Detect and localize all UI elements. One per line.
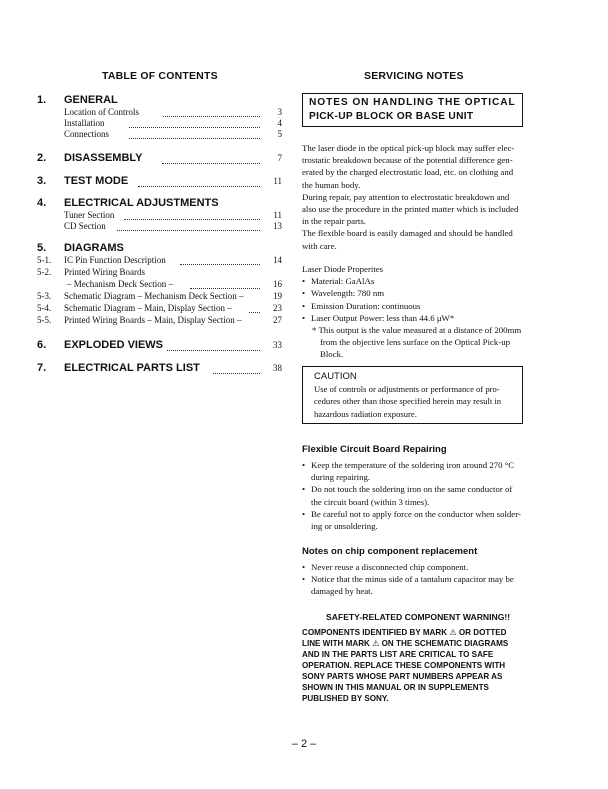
- laser-item: • Laser Output Power: less than 44.6 μW*: [302, 312, 532, 324]
- section-title: DIAGRAMS: [64, 242, 124, 254]
- caution-line: hazardous radiation exposure.: [314, 408, 417, 419]
- leader-dots: [180, 264, 260, 265]
- entry-title: Printed Wiring Boards – Main, Display Section –: [64, 315, 242, 325]
- section-number: 2.: [37, 152, 47, 164]
- entry-title: Schematic Diagram – Main, Display Section –: [64, 303, 232, 313]
- section-page: 11: [273, 176, 282, 186]
- chip-item-line: • Notice that the minus side of a tantalum capacitor may be: [302, 573, 532, 585]
- section-title: TEST MODE: [64, 175, 129, 187]
- flex-list: [302, 459, 532, 532]
- page-number: – 2 –: [291, 738, 317, 750]
- flex-title: Flexible Circuit Board Repairing: [302, 444, 447, 455]
- section-title: ELECTRICAL PARTS LIST: [64, 362, 200, 374]
- leader-dots: [167, 350, 260, 351]
- entry-page: 11: [273, 210, 282, 220]
- safety-line: AND IN THE PARTS LIST ARE CRITICAL TO SAFE: [302, 650, 494, 659]
- entry-title: Printed Wiring Boards: [64, 267, 145, 277]
- text-line: also use the procedure in the printed matter which is included: [302, 204, 519, 215]
- safety-line: PUBLISHED BY SONY.: [302, 694, 389, 703]
- caution-line: Use of controls or adjustments or performance of pro-: [314, 384, 500, 394]
- entry-page: 3: [277, 107, 282, 117]
- flex-item-line: during repairing.: [311, 472, 371, 483]
- section-number: 7.: [37, 362, 47, 374]
- toc-title: TABLE OF CONTENTS: [102, 70, 218, 82]
- optical-notes-box: [302, 93, 523, 127]
- flex-item-line: ing or unsoldering.: [311, 521, 378, 532]
- chip-item-line: damaged by heat.: [311, 586, 373, 597]
- section-number: 3.: [37, 175, 47, 187]
- text-line: in the repair parts.: [302, 216, 366, 227]
- text-line: trostatic breakdown because of the potential difference gen-: [302, 155, 513, 166]
- entry-title: Tuner Section: [64, 210, 115, 220]
- section-title: GENERAL: [64, 94, 118, 106]
- safety-line: COMPONENTS IDENTIFIED BY MARK ⚠ OR DOTTED: [302, 628, 507, 637]
- leader-dots: [129, 127, 260, 128]
- text-line: During repair, pay attention to electrostatic breakdown and: [302, 191, 510, 202]
- chip-list: [302, 561, 532, 598]
- entry-page: 13: [273, 221, 282, 231]
- entry-title: Installation: [64, 118, 105, 128]
- entry-title: Schematic Diagram – Mechanism Deck Section –: [64, 291, 244, 301]
- entry-number: 5-4.: [37, 303, 52, 313]
- entry-page: 19: [273, 291, 282, 301]
- section-page: 38: [273, 363, 282, 373]
- laser-item: • Material: GaAlAs: [302, 275, 532, 287]
- entry-page: 4: [277, 118, 282, 128]
- laser-item: • Wavelength: 780 nm: [302, 287, 532, 299]
- entry-page: 27: [273, 315, 282, 325]
- text-line: the human body.: [302, 179, 361, 190]
- laser-properties: [302, 263, 532, 361]
- entry-title: Location of Controls: [64, 107, 139, 117]
- leader-dots: [138, 186, 260, 187]
- safety-line: OPERATION. REPLACE THESE COMPONENTS WITH: [302, 661, 506, 670]
- section-number: 1.: [37, 94, 47, 106]
- leader-dots: [190, 288, 260, 289]
- leader-dots: [163, 116, 260, 117]
- safety-line: SHOWN IN THIS MANUAL OR IN SUPPLEMENTS: [302, 683, 489, 692]
- text-line: with care.: [302, 240, 337, 251]
- chip-title: Notes on chip component replacement: [302, 546, 478, 557]
- chip-item-line: • Never reuse a disconnected chip component.: [302, 561, 532, 573]
- section-number: 4.: [37, 197, 47, 209]
- entry-page: 5: [277, 129, 282, 139]
- safety-line: LINE WITH MARK ⚠ ON THE SCHEMATIC DIAGRAMS: [302, 639, 509, 648]
- leader-dots: [129, 138, 260, 139]
- safety-title: SAFETY-RELATED COMPONENT WARNING!!: [326, 612, 511, 622]
- safety-line: SONY PARTS WHOSE PART NUMBERS APPEAR AS: [302, 672, 503, 681]
- section-title: DISASSEMBLY: [64, 152, 143, 164]
- leader-dots: [249, 312, 260, 313]
- text-line: The flexible board is easily damaged and should be handled: [302, 228, 513, 239]
- flex-item-line: • Keep the temperature of the soldering iron around 270 °C: [302, 459, 532, 471]
- notes-box-line: PICK-UP BLOCK OR BASE UNIT: [309, 111, 474, 122]
- intro-paragraph: [302, 142, 532, 252]
- laser-item: • Emission Duration: continuous: [302, 300, 532, 312]
- entry-number: 5-2.: [37, 267, 52, 277]
- safety-warning: [302, 627, 532, 704]
- leader-dots: [162, 163, 260, 164]
- entry-title: CD Section: [64, 221, 106, 231]
- entry-title: – Mechanism Deck Section –: [67, 279, 173, 289]
- section-number: 5.: [37, 242, 47, 254]
- servicing-title: SERVICING NOTES: [364, 70, 464, 82]
- leader-dots: [117, 230, 260, 231]
- section-page: 7: [277, 153, 282, 163]
- notes-box-line: NOTES ON HANDLING THE OPTICAL: [309, 97, 516, 108]
- caution-line: cedures other than those specified herein may result in: [314, 396, 502, 407]
- leader-dots: [124, 219, 260, 220]
- text-line: The laser diode in the optical pick-up block may suffer elec-: [302, 143, 515, 153]
- entry-number: 5-5.: [37, 315, 52, 325]
- entry-page: 23: [273, 303, 282, 313]
- flex-item-line: the circuit board (within 3 times).: [311, 496, 430, 507]
- caution-title: CAUTION: [314, 371, 357, 382]
- flex-item-line: • Be careful not to apply force on the conductor when solder-: [302, 508, 532, 520]
- laser-note-line: * This output is the value measured at a distance of 200mm: [312, 325, 522, 336]
- flex-item-line: • Do not touch the soldering iron on the same conductor of: [302, 483, 532, 495]
- entry-page: 16: [273, 279, 282, 289]
- caution-box: [302, 366, 523, 424]
- section-number: 6.: [37, 339, 47, 351]
- entry-number: 5-3.: [37, 291, 52, 301]
- laser-title: Laser Diode Properites: [302, 264, 384, 274]
- laser-note-line: from the objective lens surface on the Optical Pick-up: [320, 337, 511, 348]
- text-line: erated by the charged electrostatic load, etc. on clothing and: [302, 167, 514, 178]
- entry-page: 14: [273, 255, 282, 265]
- leader-dots: [213, 373, 260, 374]
- laser-note-line: Block.: [320, 349, 344, 360]
- section-title: EXPLODED VIEWS: [64, 339, 164, 351]
- entry-title: IC Pin Function Description: [64, 255, 166, 265]
- section-title: ELECTRICAL ADJUSTMENTS: [64, 197, 219, 209]
- entry-title: Connections: [64, 129, 109, 139]
- entry-number: 5-1.: [37, 255, 52, 265]
- section-page: 33: [273, 340, 282, 350]
